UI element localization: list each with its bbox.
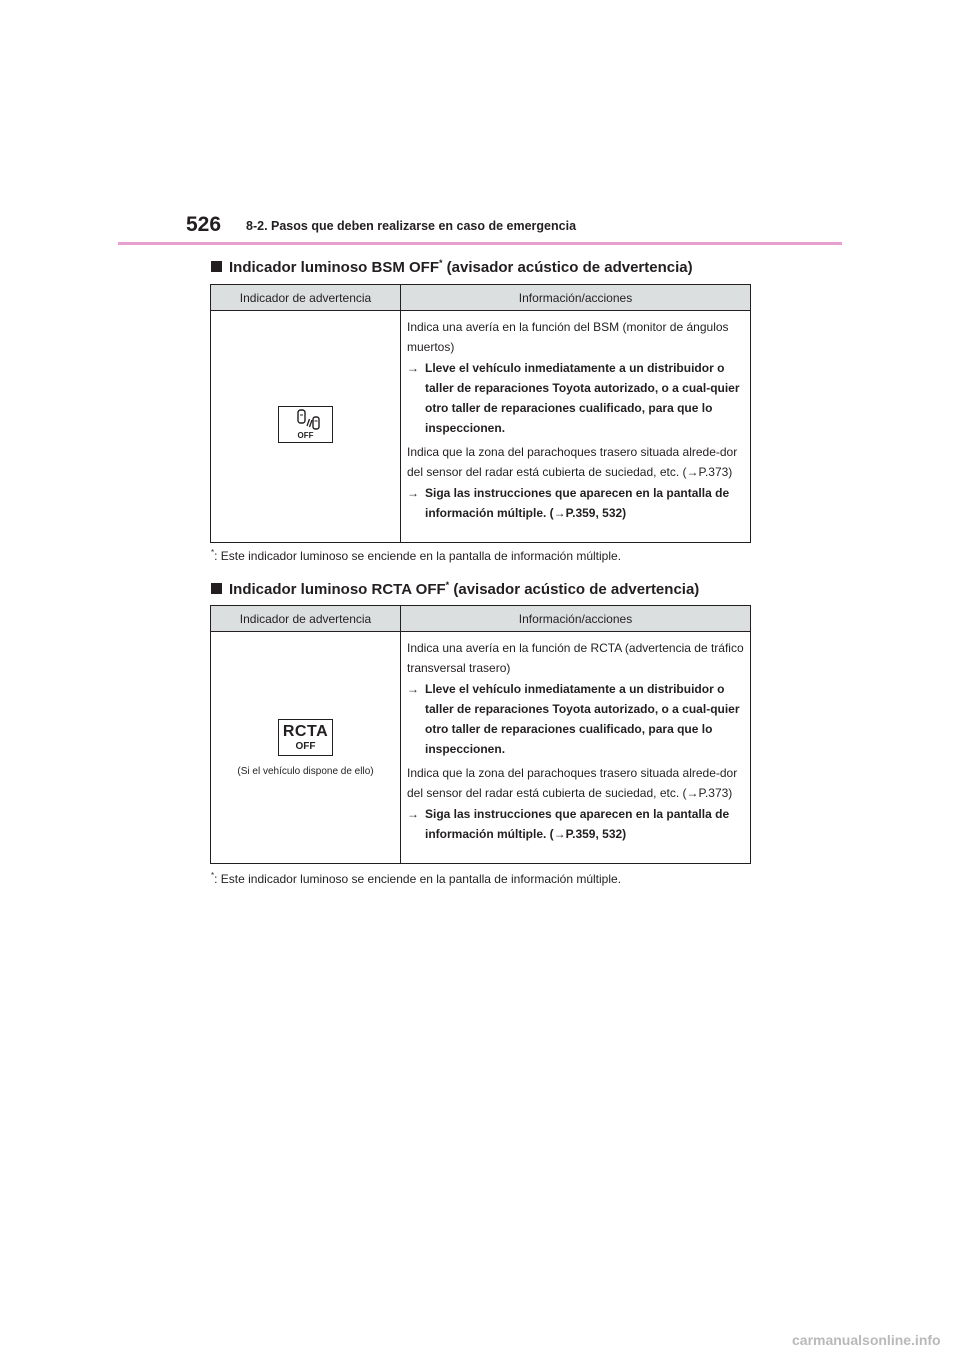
footnote-rcta <box>211 871 621 886</box>
action-text: Siga las instrucciones que aparecen en la pantalla de información múltiple. (→P.359, 532) <box>425 807 730 841</box>
action-text: Lleve el vehículo inmediatamente a un distribuidor o taller de reparaciones Toyota autorizado, o a cual-quier otro taller de reparaciones cualificado, para que lo inspeccionen. <box>425 682 740 756</box>
info-paragraph: Indica que la zona del parachoques trasero situada alrede-dor del sensor del radar está cubierta de suciedad, etc. (→P.373) <box>407 766 738 800</box>
arrow-icon: → <box>407 361 419 375</box>
header-rule <box>118 242 842 245</box>
footnote-text: : Este indicador luminoso se enciende en la pantalla de información múltiple. <box>214 872 622 886</box>
action-paragraph <box>407 358 744 438</box>
arrow-icon: → <box>407 486 419 500</box>
table-row <box>211 632 751 864</box>
table-row <box>211 311 751 543</box>
rcta-icon-label-bottom: OFF <box>295 740 316 752</box>
action-text: Siga las instrucciones que aparecen en la pantalla de información múltiple. (→P.359, 532) <box>425 486 730 520</box>
watermark: carmanualsonline.info <box>792 1332 941 1348</box>
rcta-off-icon <box>278 719 333 756</box>
col-header-info: Información/acciones <box>401 285 751 311</box>
heading-bsm-mark: * <box>439 258 443 268</box>
indicator-cell <box>211 311 401 543</box>
info-cell <box>401 311 751 543</box>
action-text: Lleve el vehículo inmediatamente a un distribuidor o taller de reparaciones Toyota autorizado, o a cual-quier otro taller de reparaciones cualificado, para que lo inspeccionen. <box>425 361 740 435</box>
condition-note: (Si el vehículo dispone de ello) <box>237 765 374 777</box>
footnote-text: : Este indicador luminoso se enciende en la pantalla de información múltiple. <box>214 549 622 563</box>
action-paragraph <box>407 483 744 523</box>
indicator-cell <box>211 632 401 864</box>
action-paragraph <box>407 679 744 759</box>
action-paragraph <box>407 804 744 844</box>
info-cell <box>401 632 751 864</box>
col-header-indicator: Indicador de advertencia <box>211 285 401 311</box>
info-paragraph: Indica que la zona del parachoques trasero situada alrede-dor del sensor del radar está cubierta de suciedad, etc. (→P.373) <box>407 445 738 479</box>
bsm-off-icon-label: OFF <box>297 430 314 440</box>
footnote-mark: * <box>211 548 215 557</box>
table-rcta-off <box>210 605 751 864</box>
arrow-icon: → <box>407 807 419 821</box>
footnote-bsm <box>211 548 621 563</box>
square-bullet-icon <box>211 261 222 272</box>
table-header-row <box>211 285 751 311</box>
section-title: 8-2. Pasos que deben realizarse en caso de emergencia <box>246 219 577 233</box>
info-paragraph: Indica una avería en la función de RCTA (advertencia de tráfico transversal trasero) <box>407 641 744 675</box>
heading-rcta-title: Indicador luminoso RCTA OFF <box>229 581 446 598</box>
col-header-indicator: Indicador de advertencia <box>211 606 401 632</box>
heading-rcta-mark: * <box>445 580 450 590</box>
arrow-icon: → <box>407 682 419 696</box>
bsm-off-icon <box>278 406 333 443</box>
info-paragraph: Indica una avería en la función del BSM (monitor de ángulos muertos) <box>407 320 729 354</box>
heading-rcta-rest: (avisador acústico de advertencia) <box>449 581 700 598</box>
heading-bsm-off <box>211 258 693 276</box>
page-number: 526 <box>186 213 222 236</box>
square-bullet-icon <box>211 583 222 594</box>
heading-bsm-rest: (avisador acústico de advertencia) <box>442 259 693 276</box>
heading-rcta-off <box>211 580 699 598</box>
rcta-icon-label-top: RCTA <box>282 722 329 740</box>
heading-bsm-title: Indicador luminoso BSM OFF <box>229 259 439 276</box>
table-header-row <box>211 606 751 632</box>
col-header-info: Información/acciones <box>401 606 751 632</box>
footnote-mark: * <box>211 871 215 880</box>
table-bsm-off <box>210 284 751 543</box>
